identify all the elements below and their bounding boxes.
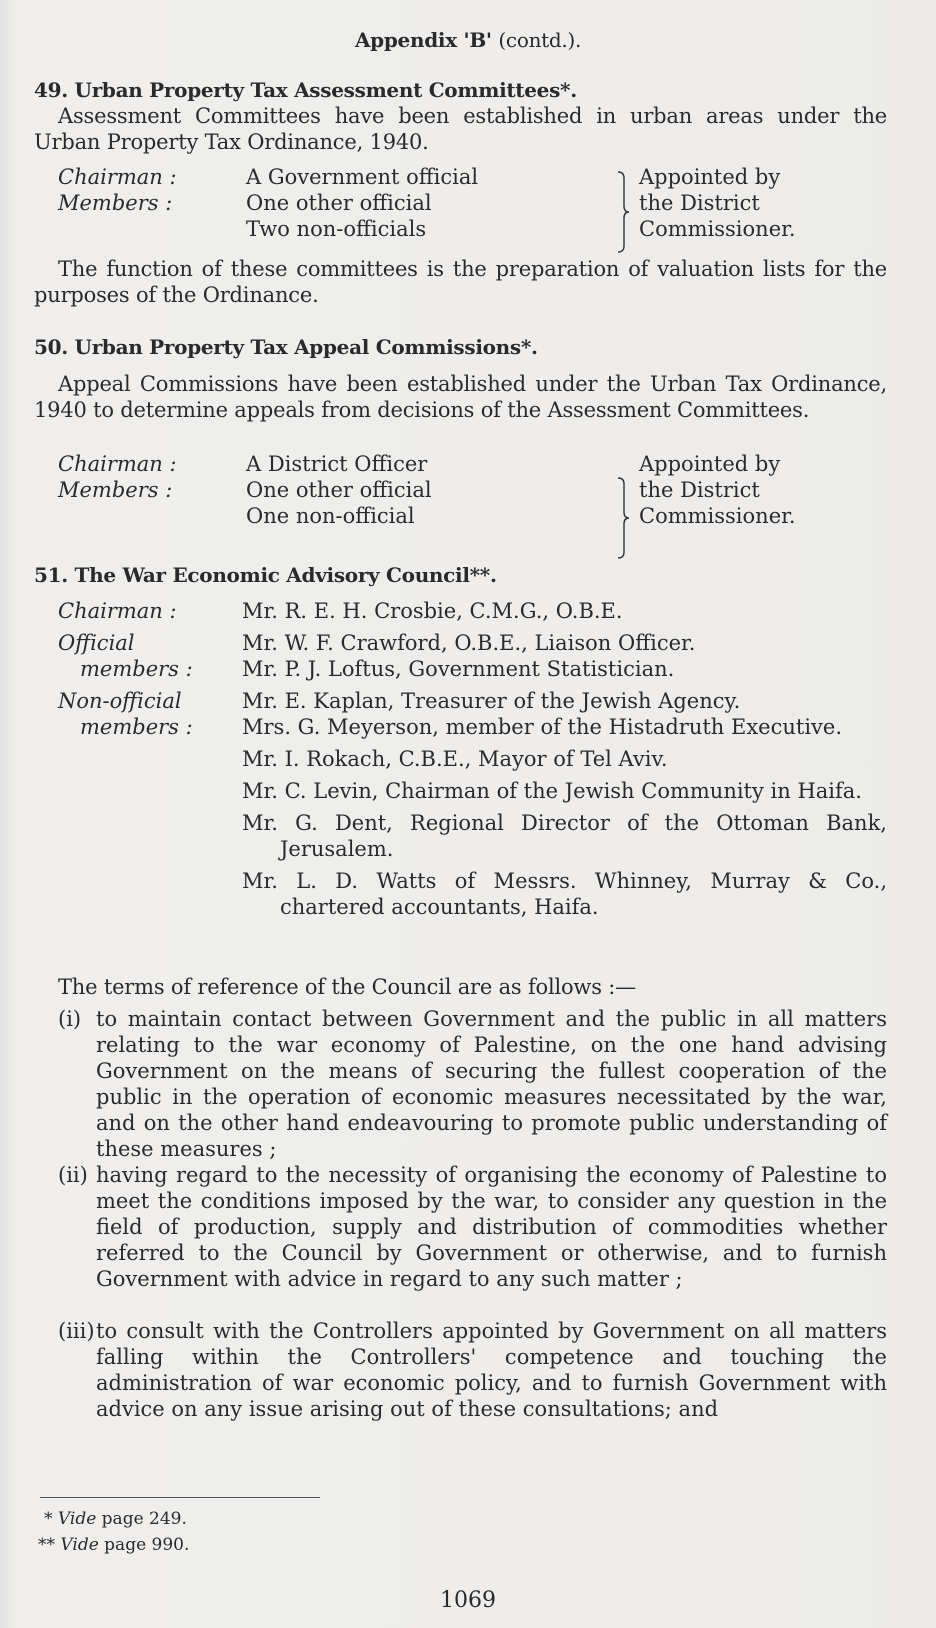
brace-icon [614,476,634,560]
brace-icon [614,170,634,254]
nonofficial-members-group [58,688,887,920]
roster-value: Two non-officials [246,217,427,241]
roster-value: One other official [246,478,432,502]
footnote-text: page 990. [104,1535,190,1555]
term-item [58,1318,887,1422]
footnote-mark: ** [38,1535,55,1555]
term-number: (iii) [58,1319,95,1343]
section-49-intro: Assessment Committees have been established in urban areas under the Urban Property Tax Ordinance, 1940. [34,104,887,154]
term-text: having regard to the necessity of organising the economy of Palestine to meet the conditions imposed by the war, to consider any question in the field of production, supply and distribution of commodities whether referred to the Council by Government or otherwise, and to furnish Government with advice in regard to any such matter ; [96,1163,887,1291]
nonofficial-members-label: members : [80,715,193,739]
roster-label: Chairman : [58,165,177,189]
roster-label: Chairman : [58,452,177,476]
term-text: to maintain contact between Government and the public in all matters relating to the war economy of Palestine, on the one hand advising Government on the means of securing the fullest cooperation of the public in the operation of economic measures necessitated by the war, and on the other hand endeavouring to promote public understanding of these measures ; [96,1007,887,1161]
member-entry: Mr. P. J. Loftus, Government Statistician. [242,657,675,681]
appointed-line: Commissioner. [639,504,796,528]
roster-value: One other official [246,191,432,215]
term-item [58,1162,887,1292]
member-entry: Mrs. G. Meyerson, member of the Histadruth Executive. [242,715,843,739]
section-50-heading: 50. Urban Property Tax Appeal Commissions*. [34,335,538,359]
section-51-heading: 51. The War Economic Advisory Council**. [34,563,497,587]
official-label: Official [58,631,135,655]
appointed-line: Appointed by [639,452,781,476]
header-suffix: (contd.). [498,28,582,52]
member-entry: Mr. W. F. Crawford, O.B.E., Liaison Officer. [242,631,696,655]
page-number: 1069 [440,1588,496,1613]
member-entry: Mr. L. D. Watts of Messrs. Whinney, Murray & Co., chartered accountants, Haifa. [242,869,887,919]
section-49-appointed-by [639,164,796,242]
member-entry: Mr. I. Rokach, C.B.E., Mayor of Tel Aviv. [242,747,668,771]
chairman-row [58,598,887,624]
official-members-group [58,630,887,682]
member-entry: Mr. E. Kaplan, Treasurer of the Jewish Agency. [242,689,741,713]
appointed-line: Commissioner. [639,217,796,241]
term-number: (i) [58,1007,82,1031]
term-item [58,1006,887,1162]
appointed-line: Appointed by [639,165,781,189]
footnote [38,1534,189,1556]
footnote-mark: * [44,1509,53,1529]
roster-label: Members : [58,478,173,502]
footnote-vide: Vide [60,1535,99,1555]
member-entry: Mr. C. Levin, Chairman of the Jewish Community in Haifa. [242,779,862,803]
chairman-name: Mr. R. E. H. Crosbie, C.M.G., O.B.E. [242,599,623,623]
term-number: (ii) [58,1163,88,1187]
roster-label: Members : [58,191,173,215]
section-50-intro: Appeal Commissions have been established under the Urban Tax Ordinance, 1940 to determine appeals from decisions of the Assessment Committees. [34,372,887,422]
footnote [44,1508,187,1530]
header-title: Appendix 'B' [354,28,492,52]
chairman-label: Chairman : [58,599,177,623]
section-49-function: The function of these committees is the preparation of valuation lists for the purposes of the Ordinance. [34,257,887,307]
footnote-text: page 249. [101,1509,187,1529]
roster-value: A District Officer [246,452,428,476]
term-text: to consult with the Controllers appointed by Government on all matters falling within the Controllers' competence and touching the administration of war economic policy, and to furnish Government with advice on any issue arising out of these consultations; and [96,1319,887,1421]
footnote-vide: Vide [57,1509,97,1529]
appointed-line: the District [639,191,760,215]
official-members-label: members : [80,657,193,681]
appointed-line: the District [639,478,760,502]
page-header [0,28,936,52]
roster-value: One non-official [246,504,415,528]
section-50-appointed-by [639,451,796,529]
section-49-heading: 49. Urban Property Tax Assessment Committees*. [34,78,577,102]
footnote-rule [40,1497,320,1498]
member-entry: Mr. G. Dent, Regional Director of the Ottoman Bank, Jerusalem. [242,811,887,861]
nonofficial-label: Non-official [58,689,182,713]
roster-value: A Government official [246,165,479,189]
council-roster [58,598,887,920]
terms-intro: The terms of reference of the Council are as follows :— [58,975,636,999]
